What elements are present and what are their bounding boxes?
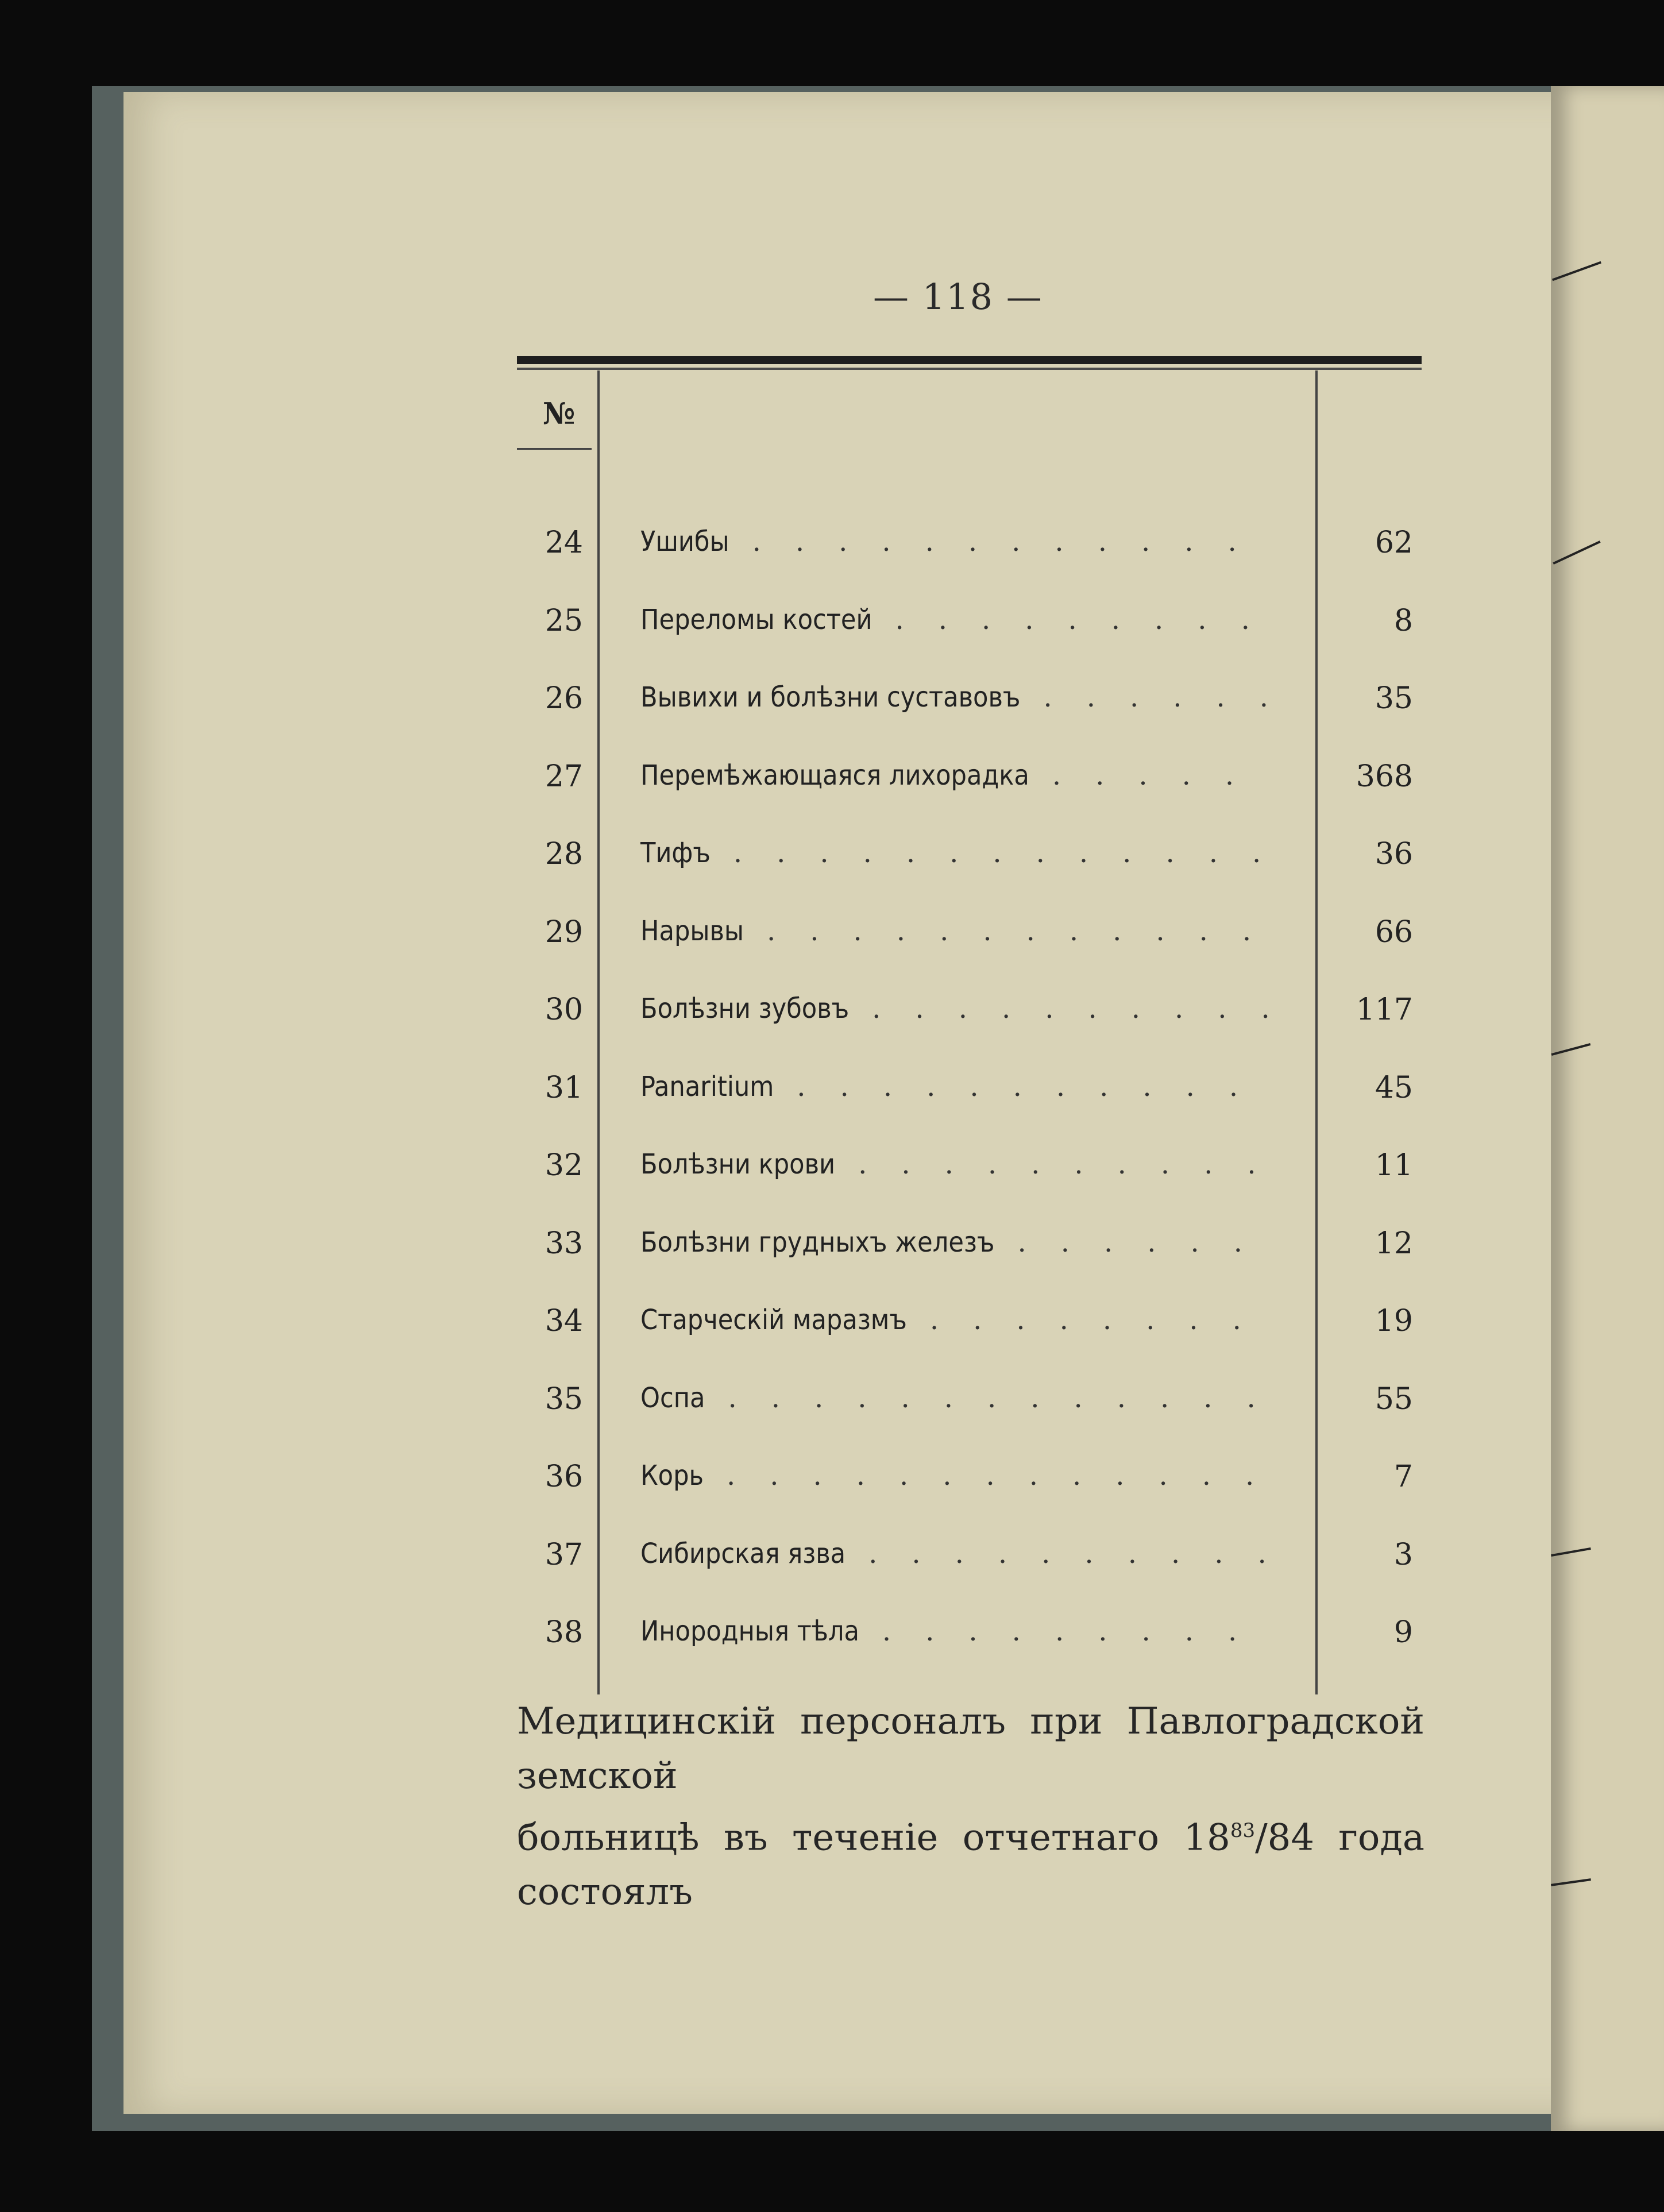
- row-number: 24: [545, 526, 583, 560]
- table-row: [517, 1382, 1422, 1439]
- leader-dots: ..........: [858, 1148, 1291, 1180]
- paragraph-line: [517, 1804, 1424, 1920]
- row-value: 12: [1375, 1226, 1413, 1261]
- row-label: Корь: [640, 1460, 704, 1492]
- row-value: 3: [1393, 1537, 1413, 1572]
- leader-dots: ......: [1017, 1226, 1277, 1259]
- row-number: 33: [545, 1226, 583, 1261]
- leader-dots: .............: [728, 1381, 1290, 1414]
- leader-dots: ........: [929, 1304, 1276, 1336]
- row-number: 36: [545, 1460, 583, 1494]
- row-value: 62: [1375, 526, 1413, 560]
- table-row: [517, 1071, 1422, 1128]
- row-label: Нарывы: [640, 914, 744, 947]
- paragraph-text: /84 года состоялъ: [517, 1816, 1425, 1914]
- row-number: 27: [545, 759, 583, 794]
- leader-dots: .............: [726, 1460, 1289, 1492]
- leader-dots: ............: [752, 526, 1271, 558]
- row-number: 31: [545, 1070, 583, 1105]
- row-value: 8: [1393, 603, 1413, 638]
- leader-dots: ..........: [868, 1537, 1301, 1570]
- table-top-rule: [517, 356, 1422, 364]
- row-number: 35: [545, 1381, 583, 1416]
- leader-dots: ..........: [872, 993, 1304, 1025]
- row-value: 45: [1375, 1070, 1413, 1105]
- table-row: [517, 1538, 1422, 1595]
- row-value: 66: [1375, 914, 1413, 949]
- leader-dots: .........: [895, 603, 1284, 636]
- leader-dots: ...........: [797, 1070, 1273, 1103]
- row-label: Panaritium: [640, 1070, 774, 1103]
- row-label: Старческій маразмъ: [640, 1304, 907, 1336]
- paragraph-superscript: 83: [1230, 1819, 1256, 1842]
- row-value: 36: [1375, 837, 1413, 871]
- row-number: 34: [545, 1304, 583, 1338]
- facing-page: [1551, 86, 1664, 2131]
- table-row: [517, 1460, 1422, 1517]
- leader-dots: .....: [1052, 759, 1269, 792]
- row-label: Инородныя тѣла: [640, 1615, 859, 1647]
- table-row: [517, 837, 1422, 894]
- row-value: 19: [1375, 1304, 1413, 1338]
- table-row: [517, 1615, 1422, 1673]
- row-number: 32: [545, 1148, 583, 1183]
- leader-dots: ............: [767, 914, 1286, 947]
- row-label: Болѣзни зубовъ: [640, 993, 850, 1025]
- row-number: 30: [545, 993, 583, 1027]
- table-row: [517, 1304, 1422, 1361]
- row-value: 368: [1356, 759, 1413, 794]
- row-number: 25: [545, 603, 583, 638]
- row-value: 7: [1393, 1460, 1413, 1494]
- leader-dots: .............: [733, 837, 1296, 869]
- row-value: 117: [1356, 993, 1413, 1027]
- row-label: Тифъ: [640, 837, 711, 869]
- row-value: 35: [1375, 681, 1413, 716]
- row-label: Оспа: [640, 1381, 705, 1414]
- table-row: [517, 993, 1422, 1050]
- row-number: 26: [545, 681, 583, 716]
- page-number: — 118 —: [873, 276, 1043, 318]
- row-value: 11: [1375, 1148, 1413, 1183]
- row-value: 55: [1375, 1381, 1413, 1416]
- table-row: [517, 681, 1422, 739]
- table-top-rule-thin: [517, 368, 1422, 370]
- body-paragraph: [517, 1694, 1424, 1920]
- paragraph-line: Медицинскій персоналъ при Павлоградской земской: [517, 1700, 1424, 1797]
- row-label: Вывихи и болѣзни суставовъ: [640, 681, 1021, 713]
- row-number: 37: [545, 1537, 583, 1572]
- paragraph-text: больницѣ въ теченіе отчетнаго 18: [517, 1816, 1230, 1859]
- row-label: Болѣзни крови: [640, 1148, 836, 1180]
- table-row: [517, 1226, 1422, 1284]
- row-label: Сибирская язва: [640, 1537, 846, 1570]
- table-row: [517, 1148, 1422, 1206]
- row-value: 9: [1393, 1615, 1413, 1650]
- leader-dots: ......: [1043, 681, 1303, 713]
- row-number: 29: [545, 914, 583, 949]
- row-label: Болѣзни грудныхъ железъ: [640, 1226, 995, 1259]
- row-number: 28: [545, 837, 583, 871]
- header-underline: [517, 448, 592, 450]
- table-row: [517, 526, 1422, 583]
- table-row: [517, 604, 1422, 661]
- row-label: Переломы костей: [640, 603, 872, 636]
- table-row: [517, 759, 1422, 817]
- row-label: Ушибы: [640, 526, 729, 558]
- row-label: Перемѣжающаяся лихорадка: [640, 759, 1029, 792]
- number-column-header: №: [543, 396, 576, 431]
- table-row: [517, 915, 1422, 972]
- row-number: 38: [545, 1615, 583, 1650]
- leader-dots: .........: [882, 1615, 1272, 1647]
